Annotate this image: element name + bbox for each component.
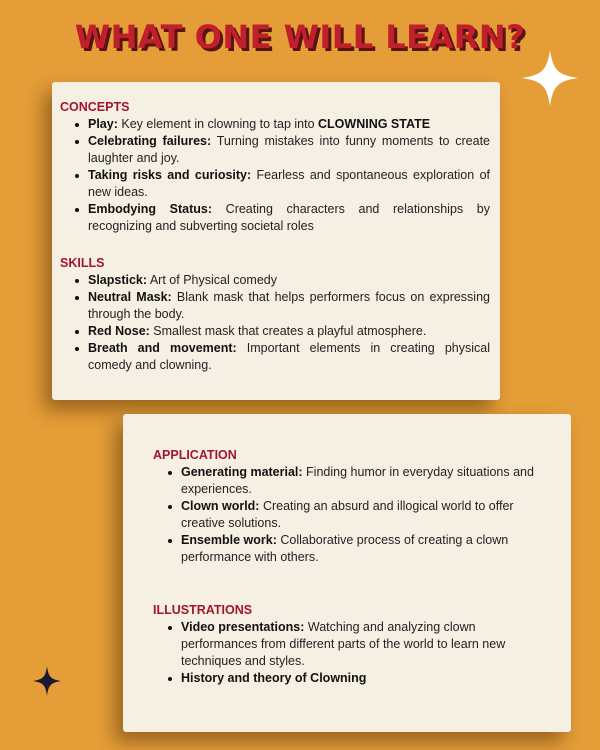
list-item — [88, 289, 490, 323]
list-item — [181, 619, 538, 670]
list-item — [181, 464, 538, 498]
concepts-heading: CONCEPTS — [60, 100, 130, 114]
item-desc: Key element in clowning to tap into — [117, 117, 319, 131]
skills-list — [60, 272, 490, 374]
item-desc: Watching and analyzing clown performances from different parts of the world to learn new techniques and styles. — [181, 620, 506, 668]
item-desc: Finding humor in everyday situations and experiences. — [181, 465, 534, 496]
skills-heading: SKILLS — [60, 256, 105, 270]
sparkle-star-icon — [522, 50, 578, 106]
page-title: WHAT ONE WILL LEARN? — [74, 18, 526, 56]
skills-section — [60, 256, 490, 374]
item-desc: Turning mistakes into funny moments to create laughter and joy. — [88, 134, 490, 165]
list-item — [88, 133, 490, 167]
list-item — [88, 323, 490, 340]
item-term: Video presentations: — [181, 620, 305, 634]
application-list — [153, 464, 538, 566]
item-emphasis: CLOWNING STATE — [318, 117, 431, 131]
application-heading: APPLICATION — [153, 448, 237, 462]
list-item — [88, 167, 490, 201]
item-desc: Blank mask that helps performers focus on expressing through the body. — [88, 290, 490, 321]
item-desc: Fearless and spontaneous exploration of new ideas. — [88, 168, 490, 199]
application-section — [153, 448, 538, 566]
item-desc: Smallest mask that creates a playful atmosphere. — [149, 324, 427, 338]
concepts-section — [60, 100, 490, 235]
item-term: Embodying Status: — [88, 202, 213, 216]
illustrations-section — [153, 603, 538, 687]
illustrations-list — [153, 619, 538, 687]
list-item — [88, 272, 490, 289]
list-item — [88, 116, 490, 133]
illustrations-heading: ILLUSTRATIONS — [153, 603, 253, 617]
list-item — [181, 532, 538, 566]
list-item — [88, 201, 490, 235]
list-item — [88, 340, 490, 374]
item-term: Generating material: — [181, 465, 303, 479]
item-desc: Important elements in creating physical comedy and clowning. — [88, 341, 490, 372]
item-term: Celebrating failures: — [88, 134, 212, 148]
concepts-skills-card — [52, 82, 500, 400]
list-item — [181, 670, 538, 687]
item-term: Neutral Mask: — [88, 290, 172, 304]
item-term: Clown world: — [181, 499, 260, 513]
item-desc: Collaborative process of creating a clown performance with others. — [181, 533, 509, 564]
item-term: Taking risks and curiosity: — [88, 168, 252, 182]
item-desc: Creating an absurd and illogical world to offer creative solutions. — [181, 499, 514, 530]
item-desc: Creating characters and relationships by recognizing and subverting societal roles — [88, 202, 490, 233]
item-term: Red Nose: — [88, 324, 150, 338]
item-term: Slapstick: — [88, 273, 148, 287]
application-illustrations-card — [123, 414, 571, 732]
item-term: Play: — [88, 117, 118, 131]
item-term: Ensemble work: — [181, 533, 277, 547]
item-term: Breath and movement: — [88, 341, 237, 355]
concepts-list — [60, 116, 490, 235]
list-item — [181, 498, 538, 532]
sparkle-star-icon — [33, 666, 61, 696]
item-desc: Art of Physical comedy — [147, 273, 277, 287]
item-term: History and theory of Clowning — [181, 671, 367, 685]
